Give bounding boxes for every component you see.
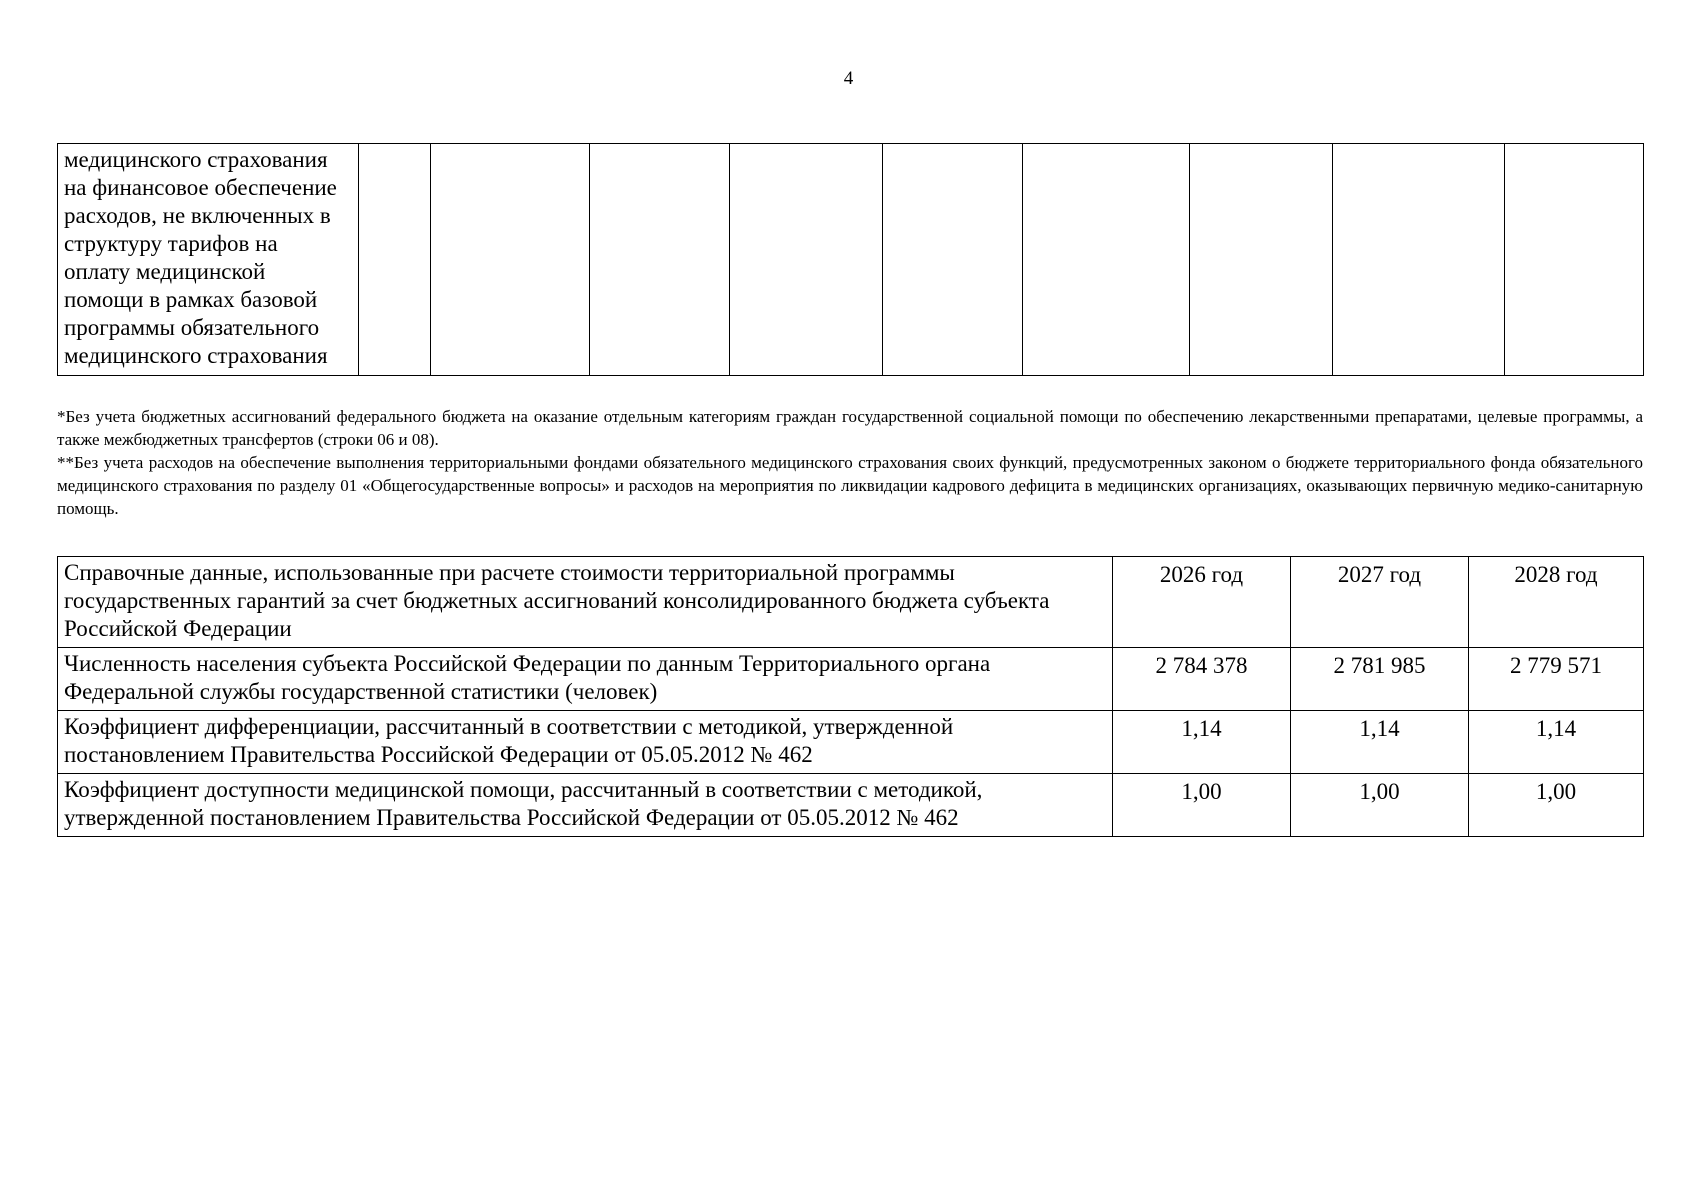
reference-data-table: [57, 556, 1644, 837]
value-cell: 2 781 985: [1291, 648, 1469, 711]
footnotes: [57, 405, 1643, 520]
year-header-2027: 2027 год: [1291, 557, 1469, 648]
row-label-differentiation-coefficient: Коэффициент дифференциации, рассчитанный в соответствии с методикой, утвержденной постановлением Правительства Российской Федерации от 05.05.2012 № 462: [58, 711, 1113, 774]
value-cell: 1,00: [1113, 774, 1291, 837]
table-row: [58, 774, 1644, 837]
table-row: [58, 711, 1644, 774]
row-label-accessibility-coefficient: Коэффициент доступности медицинской помощи, рассчитанный в соответствии с методикой, утвержденной постановлением Правительства Российской Федерации от 05.05.2012 № 462: [58, 774, 1113, 837]
page-number: 4: [843, 68, 854, 89]
value-cell: 1,14: [1291, 711, 1469, 774]
row-label-cell: медицинского страхования на финансовое обеспечение расходов, не включенных в структуру тарифов на оплату медицинской помощи в рамках базовой программы обязательного медицинского страхования: [58, 144, 359, 376]
value-cell: 1,00: [1291, 774, 1469, 837]
table-header-row: [58, 557, 1644, 648]
table-cell: [431, 144, 590, 376]
table-cell: [883, 144, 1023, 376]
table-cell: [1023, 144, 1190, 376]
value-cell: 1,00: [1469, 774, 1644, 837]
table-cell: [1190, 144, 1333, 376]
footnote-2: **Без учета расходов на обеспечение выполнения территориальными фондами обязательного медицинского страхования своих функций, предусмотренных законом о бюджете территориального фонда обязательного медицинского страхования по разделу 01 «Общегосударственные вопросы» и расходов на мероприятия по ликвидации кадрового дефицита в медицинских организациях, оказывающих первичную медико-санитарную помощь.: [57, 453, 1643, 518]
table-cell: [730, 144, 883, 376]
value-cell: 1,14: [1469, 711, 1644, 774]
value-cell: 2 784 378: [1113, 648, 1291, 711]
table-row: [58, 648, 1644, 711]
header-label-cell: Справочные данные, использованные при расчете стоимости территориальной программы государственных гарантий за счет бюджетных ассигнований консолидированного бюджета субъекта Российской Федерации: [58, 557, 1113, 648]
table-cell: [1333, 144, 1505, 376]
year-header-2026: 2026 год: [1113, 557, 1291, 648]
table-cell: [1505, 144, 1644, 376]
row-label-population: Численность населения субъекта Российской Федерации по данным Территориального органа Федеральной службы государственной статистики (человек): [58, 648, 1113, 711]
top-table-continuation: [57, 143, 1644, 376]
value-cell: 1,14: [1113, 711, 1291, 774]
table-row: [58, 144, 1644, 376]
table-cell: [590, 144, 730, 376]
year-header-2028: 2028 год: [1469, 557, 1644, 648]
table-cell: [359, 144, 431, 376]
footnote-1: *Без учета бюджетных ассигнований федерального бюджета на оказание отдельным категориям граждан государственной социальной помощи по обеспечению лекарственными препаратами, целевые программы, а также межбюджетных трансфертов (строки 06 и 08).: [57, 407, 1643, 449]
value-cell: 2 779 571: [1469, 648, 1644, 711]
